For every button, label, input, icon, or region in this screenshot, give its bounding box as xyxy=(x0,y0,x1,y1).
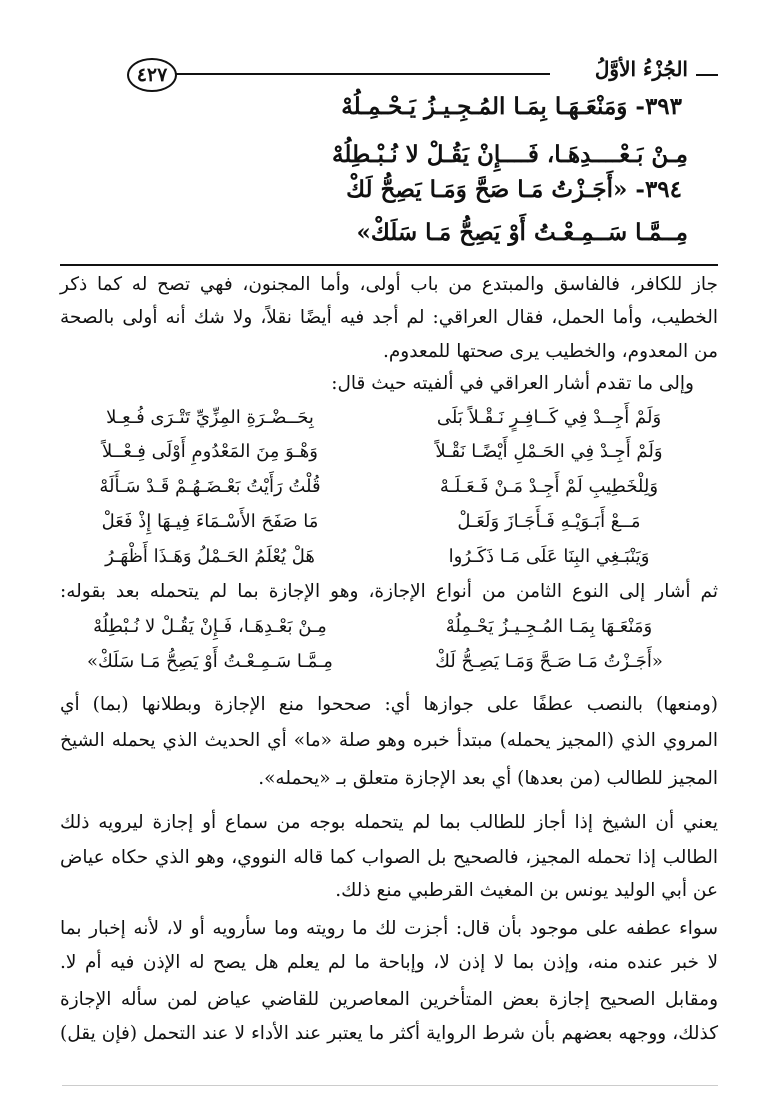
verse-second-hemistich: مَا صَفَحَ الأَسْـمَاءَ فِيـهَا إِذْ فَعَلْ xyxy=(101,511,319,532)
commentary-line: الخطيب، وأما الحمل، فقال العراقي: لم أجد فيه أيضًا نقلاً، ولا شك أنه أولى بالصحة xyxy=(60,307,718,328)
commentary-line: سواء عطفه على موجود بأن قال: أجزت لك ما رويته وما سأرويه أو لا، لأنه إخبار بما xyxy=(60,918,718,939)
commentary-line: ومقابل الصحيح إجازة بعض المتأخرين المعاصرين للقاضي عياض لمن سأله الإجازة xyxy=(60,989,718,1010)
commentary-line: عن أبي الوليد يونس بن المغيث القرطبي منع ذلك. xyxy=(335,880,718,901)
alfiyya-verse xyxy=(60,507,704,537)
verse-second-hemistich: وَهْـوَ مِنَ المَعْدُومِ أَوْلَى فِـعْــلاً xyxy=(102,441,318,462)
commentary-line: جاز للكافر، فالفاسق والمبتدع من باب أولى، وأما المجنون، فهي تصح له كما ذكر xyxy=(60,274,718,295)
alfiyya-verse xyxy=(60,542,704,572)
alfiyya-verse xyxy=(60,472,704,502)
verse-first-hemistich: «أَجَـزْتُ مَـا صَـحَّ وَمَـا يَصِـحُّ لَكْ xyxy=(435,651,663,672)
header-rule xyxy=(176,73,550,75)
header-dash xyxy=(696,74,718,76)
commentary-line: (ومنعها) بالنصب عطفًا على جوازها أي: صححوا منع الإجازة وبطلانها (بما) أي xyxy=(60,694,718,715)
alfiyya-verse xyxy=(60,403,704,433)
footer-rule xyxy=(62,1085,718,1086)
top-verse-393-first-hemistich: ٣٩٣- وَمَنْعَـهَـا بِمَـا المُـجِـيـزُ يَـحْـمِـلُهْ xyxy=(341,93,682,120)
top-verse-393-second-hemistich: مِـنْ بَـعْــــدِهَـا، فَــــإِنْ يَقُـلْ لا نُـبْـطِلُهْ xyxy=(332,141,688,168)
commentary-line: وإلى ما تقدم أشار العراقي في ألفيته حيث قال: xyxy=(331,373,694,394)
verse-second-hemistich: قُلْتُ رَأَيْتُ بَعْـضَـهُـمْ قَـدْ سَـأَلَهْ xyxy=(99,476,321,497)
page-number: ٤٢٧ xyxy=(127,58,177,92)
verse-second-hemistich: مِـنْ بَعْـدِهَـا، فَـإِنْ يَقُـلْ لا نُـبْطِلُهْ xyxy=(93,616,327,637)
commentary-line: المروي الذي (المجيز يحمله) مبتدأ خبره وهو صلة «ما» أي الحديث الذي يحمله الشيخ xyxy=(60,730,718,751)
repeated-verse xyxy=(60,647,704,677)
verse-first-hemistich: وَلَمْ أَجِـدْ فِي الحَـمْلِ أَيْضًـا نَقْـلاً xyxy=(435,441,663,462)
commentary-line: المجيز للطالب (من بعدها) أي بعد الإجازة متعلق بـ «يحمله». xyxy=(258,768,718,789)
verse-second-hemistich: مِـمَّـا سَـمِـعْـتُ أَوْ يَصِحُّ مَـا سَلَكْ» xyxy=(87,651,333,672)
commentary-line: الطالب إذا تحمله المجيز، فالصحيح بل الصواب كما قاله النووي، وهو الذي حكاه عياض xyxy=(60,847,718,868)
commentary-line: لا خبر عنده منه، وإذن بما لا إذن لا، وإباحة ما لم يعلم هل يصح له الإذن فيه أم لا. xyxy=(60,952,718,973)
verse-first-hemistich: وَيَنْبَـغِي البِنَا عَلَى مَـا ذَكَـرُوا xyxy=(448,546,650,567)
commentary-line: يعني أن الشيخ إذا أجاز للطالب بما لم يتحمله بوجه من سماع أو إجازة ليرويه ذلك xyxy=(60,812,718,833)
verse-second-hemistich: هَلْ يُعْلَمُ الحَـمْلُ وَهَـذَا أَظْهَـرُ xyxy=(105,546,315,567)
verse-first-hemistich: وَلَمْ أَجِــدْ فِي كَــافِـرٍ نَـقْـلاً بَلَى xyxy=(436,407,662,428)
alfiyya-verse xyxy=(60,437,704,467)
verse-first-hemistich: وَمَنْعَـهَا بِمَـا المُـجِـيـزُ يَحْـمِلُهْ xyxy=(445,616,653,637)
repeated-verse xyxy=(60,612,704,642)
commentary-line: كذلك، ووجهه بعضهم بأن شرط الرواية أكثر ما يعتبر عند الأداء لا عند التحمل (فإن يقل) xyxy=(60,1023,718,1044)
verse-first-hemistich: مَــعْ أَبَـوَيْـهِ فَـأَجَـازَ وَلَعَـلْ xyxy=(457,511,641,532)
running-title: الجُزْءُ الأوَّلُ xyxy=(594,57,688,81)
top-verse-394-second-hemistich: مِــمَّـا سَــمِـعْـتُ أَوْ يَصِحُّ مَـا سَلَكْ» xyxy=(356,219,688,246)
verse-separator-rule xyxy=(60,264,718,266)
commentary-line: ثم أشار إلى النوع الثامن من أنواع الإجازة، وهو الإجازة بما لم يتحمله بعد بقوله: xyxy=(60,581,718,602)
verse-first-hemistich: وَلِلْخَطِيبِ لَمْ أَجِـدْ مَـنْ فَـعَـلَـهْ xyxy=(439,476,659,497)
top-verse-394-first-hemistich: ٣٩٤- «أَجَـزْتُ مَـا صَحَّ وَمَـا يَصِحُّ لَكْ xyxy=(346,176,682,203)
verse-second-hemistich: بِحَــضْـرَةِ المِزِّيِّ تَتْـرَى فُـعِـلا xyxy=(106,407,314,428)
commentary-line: من المعدوم، والخطيب يرى صحتها للمعدوم. xyxy=(382,341,718,362)
